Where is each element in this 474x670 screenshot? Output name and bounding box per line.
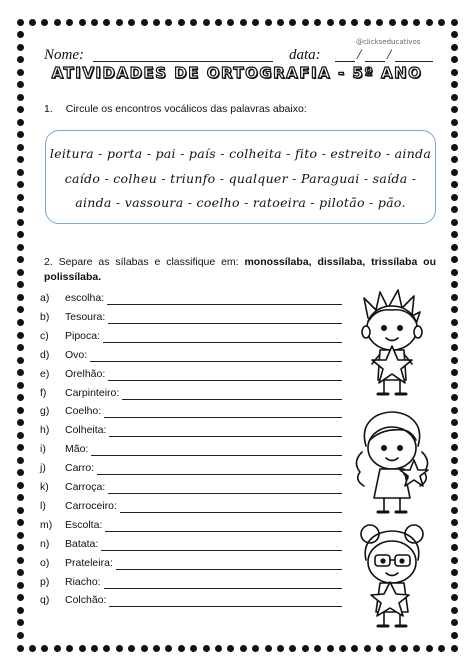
answer-line[interactable] (90, 361, 342, 362)
list-item (40, 387, 342, 403)
border-dot (17, 219, 24, 226)
border-dot (17, 469, 24, 476)
border-dot (376, 645, 383, 652)
border-dot (252, 645, 259, 652)
border-dot (451, 382, 458, 389)
border-dot (451, 281, 458, 288)
name-label: Nome: (44, 47, 84, 63)
border-dot (451, 244, 458, 251)
border-dot (451, 419, 458, 426)
border-dot (17, 532, 24, 539)
question-number: 1. (44, 103, 53, 115)
date-separator: / (387, 47, 392, 63)
border-dot (17, 494, 24, 501)
border-dot (17, 344, 24, 351)
border-dot (451, 507, 458, 514)
border-dot (389, 19, 396, 26)
name-input-line[interactable] (93, 61, 273, 62)
border-dot (451, 344, 458, 351)
item-letter: h) (40, 424, 50, 437)
border-dot (451, 519, 458, 526)
border-dot (17, 645, 24, 652)
border-dot (451, 169, 458, 176)
item-letter: a) (40, 292, 50, 304)
border-dot (17, 369, 24, 376)
word-box (45, 130, 436, 224)
border-dot (426, 645, 433, 652)
border-dot (451, 156, 458, 163)
border-dot (103, 645, 110, 652)
border-dot (265, 645, 272, 652)
border-dot (17, 19, 24, 26)
border-dot (116, 645, 123, 652)
border-dot (17, 256, 24, 263)
border-dot (451, 544, 458, 551)
border-dot (17, 444, 24, 451)
border-dot (314, 645, 321, 652)
item-letter: m) (40, 518, 53, 531)
border-dot (252, 19, 259, 26)
question-prompt: Separe as sílabas e classifique em: (58, 256, 239, 268)
list-item (40, 311, 342, 327)
item-letter: e) (40, 367, 50, 380)
border-dot (451, 407, 458, 414)
border-dot (451, 394, 458, 401)
border-dot (116, 19, 123, 26)
border-dot (451, 119, 458, 126)
border-dot (190, 645, 197, 652)
answer-line[interactable] (108, 380, 342, 381)
syllable-categories: monossílaba, dissílaba, trissílaba ou polissílaba (44, 256, 436, 283)
answer-line[interactable] (91, 455, 342, 456)
watermark: @clickseducativos (356, 38, 421, 46)
border-dot (17, 419, 24, 426)
border-dot (17, 582, 24, 589)
list-item (40, 462, 342, 478)
border-dot (451, 219, 458, 226)
border-dot (17, 619, 24, 626)
border-dot (451, 557, 458, 564)
border-dot (17, 131, 24, 138)
border-dot (17, 44, 24, 51)
item-word: Escolta: (65, 518, 103, 531)
border-dot (451, 31, 458, 38)
list-item (40, 292, 342, 308)
border-dot (451, 332, 458, 339)
list-item (40, 538, 342, 554)
border-dot (451, 81, 458, 88)
border-dot (153, 19, 160, 26)
border-dot (451, 94, 458, 101)
date-month-line[interactable] (365, 61, 385, 62)
border-dot (91, 19, 98, 26)
border-dot (41, 645, 48, 652)
girl-with-star-illustration (346, 406, 438, 518)
border-dot (351, 645, 358, 652)
list-item (40, 594, 342, 610)
border-dot (17, 432, 24, 439)
border-dot (17, 407, 24, 414)
border-dot (302, 19, 309, 26)
border-dot (339, 19, 346, 26)
border-dot (227, 19, 234, 26)
list-item (40, 576, 342, 592)
item-letter: k) (40, 481, 49, 493)
answer-line[interactable] (103, 342, 342, 343)
border-dot (165, 19, 172, 26)
border-dot (153, 645, 160, 652)
border-dot (289, 19, 296, 26)
border-dot (66, 645, 73, 652)
border-dot (54, 645, 61, 652)
border-dot (203, 645, 210, 652)
border-dot (128, 645, 135, 652)
border-dot (451, 306, 458, 313)
item-word: Carroceiro: (65, 499, 117, 512)
border-dot (240, 19, 247, 26)
border-dot (17, 306, 24, 313)
item-word: Pipoca: (65, 329, 101, 342)
list-item (40, 519, 342, 535)
item-word: Ovo: (65, 348, 88, 361)
border-dot (451, 482, 458, 489)
border-dot (215, 19, 222, 26)
border-dot (17, 319, 24, 326)
border-dot (451, 444, 458, 451)
list-item (40, 330, 342, 346)
border-dot (17, 56, 24, 63)
item-word: escolha: (65, 292, 105, 304)
border-dot (413, 645, 420, 652)
border-dot (364, 19, 371, 26)
list-item (40, 500, 342, 516)
border-dot (451, 56, 458, 63)
border-dot (66, 19, 73, 26)
border-dot (451, 469, 458, 476)
border-dot (451, 194, 458, 201)
list-item (40, 424, 342, 440)
item-letter: p) (40, 575, 50, 588)
answer-line[interactable] (107, 304, 342, 305)
border-dot (401, 645, 408, 652)
border-dot (413, 19, 420, 26)
item-word: Colheita: (65, 424, 107, 437)
border-dot (451, 256, 458, 263)
border-dot (17, 94, 24, 101)
item-word: Carroça: (65, 481, 106, 493)
border-dot (17, 569, 24, 576)
date-day-line[interactable] (335, 61, 355, 62)
border-dot (451, 44, 458, 51)
border-dot (17, 144, 24, 151)
border-dot (178, 645, 185, 652)
border-dot (339, 645, 346, 652)
date-label: data: (289, 47, 321, 63)
border-dot (451, 294, 458, 301)
date-year-line[interactable] (395, 61, 433, 62)
item-word: Tesoura: (65, 310, 106, 323)
list-item (40, 405, 342, 421)
border-dot (17, 457, 24, 464)
border-dot (277, 19, 284, 26)
border-dot (289, 645, 296, 652)
border-dot (451, 144, 458, 151)
border-dot (451, 457, 458, 464)
border-dot (79, 645, 86, 652)
border-dot (401, 19, 408, 26)
item-word: Colchão: (65, 594, 107, 607)
border-dot (17, 607, 24, 614)
question-1 (44, 102, 307, 117)
item-word: Orelhão: (65, 367, 106, 380)
word-line[interactable]: caído - colheu - triunfo - qualquer - Paraguai - saída - (64, 171, 417, 186)
answer-line[interactable] (108, 493, 342, 494)
border-dot (17, 519, 24, 526)
border-dot (451, 582, 458, 589)
prompt-period: . (98, 271, 102, 283)
answer-line[interactable] (104, 588, 342, 589)
border-dot (314, 19, 321, 26)
border-dot (17, 357, 24, 364)
boy-with-star-illustration (346, 288, 438, 400)
border-dot (451, 645, 458, 652)
border-dot (451, 19, 458, 26)
item-word: Batata: (65, 537, 99, 550)
border-dot (451, 106, 458, 113)
question-prompt: Circule os encontros vocálicos das palavras abaixo: (65, 103, 307, 115)
border-dot (240, 645, 247, 652)
item-word: Mão: (65, 443, 89, 456)
border-dot (165, 645, 172, 652)
item-word: Carpinteiro: (65, 386, 120, 399)
list-item (40, 368, 342, 384)
item-letter: b) (40, 310, 50, 323)
item-letter: f) (40, 386, 47, 399)
border-dot (141, 645, 148, 652)
border-dot (17, 332, 24, 339)
border-dot (17, 244, 24, 251)
word-line[interactable]: leitura - porta - pai - país - colheita - fito - estreito - ainda (49, 146, 432, 161)
border-dot (215, 645, 222, 652)
word-line[interactable]: ainda - vassoura - coelho - ratoeira - pilotão - pão. (75, 195, 406, 210)
border-dot (451, 594, 458, 601)
border-dot (364, 645, 371, 652)
answer-line[interactable] (101, 550, 342, 551)
border-dot (54, 19, 61, 26)
answer-line[interactable] (97, 474, 342, 475)
border-dot (17, 156, 24, 163)
border-dot (17, 194, 24, 201)
answer-line[interactable] (120, 512, 342, 513)
worksheet-title: ATIVIDADES DE ORTOGRAFIA - 5º ANO (51, 64, 423, 82)
item-letter: o) (40, 556, 50, 569)
item-word: Coelho: (65, 405, 102, 418)
answer-line[interactable] (109, 606, 342, 607)
girl-with-glasses-and-star-illustration (346, 520, 438, 632)
question-2 (44, 255, 436, 285)
answer-line[interactable] (109, 436, 342, 437)
border-dot (17, 394, 24, 401)
border-dot (451, 494, 458, 501)
border-dot (17, 231, 24, 238)
answer-line[interactable] (104, 417, 342, 418)
border-dot (389, 645, 396, 652)
border-dot (17, 206, 24, 213)
border-dot (227, 645, 234, 652)
border-dot (17, 507, 24, 514)
border-dot (178, 19, 185, 26)
border-dot (451, 619, 458, 626)
border-dot (17, 594, 24, 601)
border-dot (17, 106, 24, 113)
list-item (40, 481, 342, 497)
border-dot (451, 532, 458, 539)
item-letter: q) (40, 594, 50, 607)
border-dot (17, 269, 24, 276)
border-dot (17, 31, 24, 38)
border-dot (17, 632, 24, 639)
border-dot (17, 482, 24, 489)
item-letter: g) (40, 405, 50, 418)
item-letter: i) (40, 443, 46, 456)
border-dot (29, 645, 36, 652)
border-dot (451, 131, 458, 138)
border-dot (451, 607, 458, 614)
border-dot (17, 119, 24, 126)
answer-line[interactable] (122, 399, 342, 400)
answer-line[interactable] (116, 569, 342, 570)
item-word: Carro: (65, 462, 95, 475)
border-dot (451, 569, 458, 576)
border-dot (451, 357, 458, 364)
border-dot (277, 645, 284, 652)
date-separator: / (357, 47, 362, 63)
border-dot (265, 19, 272, 26)
border-dot (351, 19, 358, 26)
border-dot (451, 269, 458, 276)
border-dot (451, 181, 458, 188)
item-letter: j) (40, 462, 46, 475)
border-dot (17, 382, 24, 389)
item-word: Riacho: (65, 575, 101, 588)
border-dot (451, 231, 458, 238)
answer-line[interactable] (105, 531, 342, 532)
border-dot (17, 81, 24, 88)
list-item (40, 443, 342, 459)
border-dot (17, 544, 24, 551)
border-dot (327, 19, 334, 26)
border-dot (79, 19, 86, 26)
answer-line[interactable] (108, 323, 342, 324)
border-dot (17, 181, 24, 188)
border-dot (190, 19, 197, 26)
item-letter: n) (40, 537, 50, 550)
question-number: 2. (44, 256, 53, 268)
border-dot (451, 206, 458, 213)
item-letter: l) (40, 499, 46, 512)
border-dot (141, 19, 148, 26)
border-dot (91, 645, 98, 652)
border-dot (438, 19, 445, 26)
border-dot (103, 19, 110, 26)
border-dot (203, 19, 210, 26)
border-dot (17, 557, 24, 564)
border-dot (451, 632, 458, 639)
border-dot (327, 645, 334, 652)
border-dot (17, 169, 24, 176)
border-dot (302, 645, 309, 652)
border-dot (451, 369, 458, 376)
border-dot (451, 319, 458, 326)
item-word: Prateleira: (65, 556, 113, 569)
border-dot (128, 19, 135, 26)
border-dot (17, 281, 24, 288)
border-dot (17, 294, 24, 301)
border-dot (376, 19, 383, 26)
list-item (40, 557, 342, 573)
border-dot (451, 432, 458, 439)
list-item (40, 349, 342, 365)
border-dot (29, 19, 36, 26)
item-letter: c) (40, 329, 49, 342)
border-dot (438, 645, 445, 652)
border-dot (426, 19, 433, 26)
item-letter: d) (40, 348, 50, 361)
border-dot (41, 19, 48, 26)
